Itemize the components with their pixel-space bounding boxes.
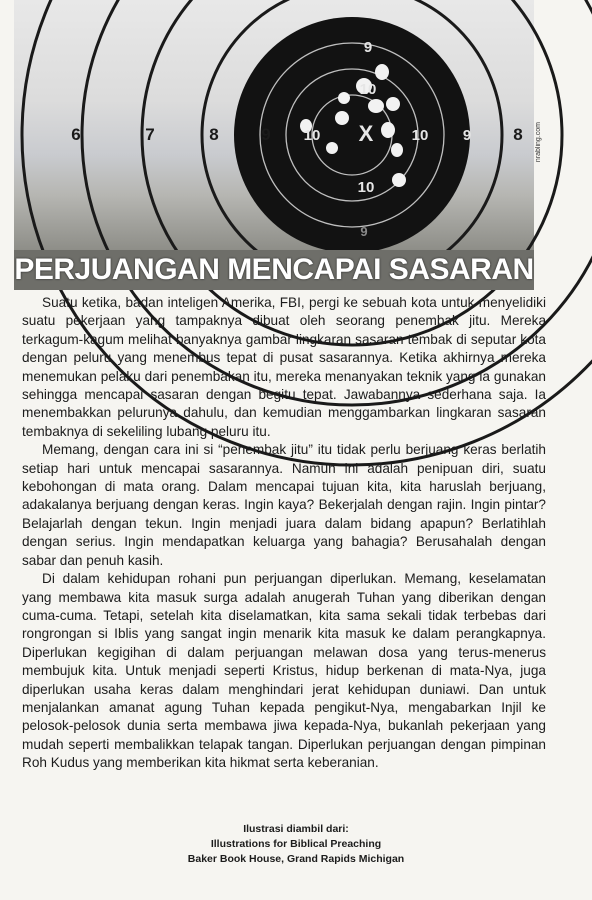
- ring-number: 9: [360, 224, 368, 239]
- credit-line: Ilustrasi diambil dari:: [243, 823, 349, 835]
- ring-number: 6: [71, 125, 81, 144]
- bullet-hole: [338, 92, 350, 104]
- credit-line: Illustrations for Biblical Preaching: [210, 838, 382, 850]
- ring-number: 7: [145, 125, 155, 144]
- paragraph: Memang, dengan cara ini si “penembak jitu” itu tidak perlu berjuang keras berlatih setiap hari untuk mencapai sasarannya. Namun ini adalah penipuan diri, suatu kebohongan di mata orang. Dalam mencapai tujuan kita, kita haruslah berjuang, adakalanya berjuang dengan keras. Ingin kaya? Bekerjalah dengan rajin. Ingin pintar? Belajarlah dengan tekun. Ingin menjadi juara dalam bidang apapun? Berlatihlah dengan serius. Ingin mendapatkan keluarga yang bahagia? Berusahalah dengan sabar dan penuh kasih.: [22, 442, 546, 568]
- ring-number: 10: [359, 81, 377, 98]
- bullet-hole: [392, 173, 406, 187]
- article-body: [22, 294, 546, 773]
- bullet-hole: [368, 99, 384, 113]
- ring-number: 10: [357, 179, 375, 196]
- bullet-hole: [386, 97, 400, 111]
- ring-number: 10: [411, 127, 429, 144]
- article-title: PERJUANGAN MENCAPAI SASARAN: [14, 250, 534, 290]
- credit-line: Baker Book House, Grand Rapids Michigan: [187, 853, 405, 865]
- source-credit: [0, 822, 592, 867]
- ring-number: 9: [462, 127, 472, 144]
- bullet-hole: [391, 143, 403, 157]
- target-illustration: [14, 0, 542, 250]
- bullet-hole: [326, 142, 338, 154]
- ring-number: 10: [303, 127, 321, 144]
- ring-number: 9: [363, 39, 373, 56]
- bullet-hole: [335, 111, 349, 125]
- bullet-hole: [381, 122, 395, 138]
- ring-number: 9: [261, 125, 271, 144]
- ring-number: 8: [209, 125, 219, 144]
- paragraph: Suatu ketika, badan inteligen Amerika, FBI, pergi ke sebuah kota untuk menyelidiki suatu pekerjaan yang tampaknya dibuat oleh seorang penembak jitu. Mereka terkagum-kagum melihat banyaknya gambar lingkaran sasaran tembak di seputar kota dengan peluru yang menembus tepat di pusat sasarannya. Ketika akhirnya mereka menemukan pelaku dari penembakan itu, mereka menanyakan teknik yang ia gunakan sehingga mencapai sasaran dengan begitu tepat. Jawabannya sederhana saja. Ia menembakkan pelurunya dahulu, dan kemudian menggambarkan lingkaran sasaran tembaknya di sekeliling lubang peluru itu.: [22, 295, 546, 439]
- bullet-hole: [375, 64, 389, 80]
- paragraph: Di dalam kehidupan rohani pun perjuangan diperlukan. Memang, keselamatan yang membawa kita masuk surga adalah anugerah Tuhan yang diberikan dengan cuma-cuma. Tetapi, setelah kita diselamatkan, kita sama sekali tidak terbebas dari rongrongan si Iblis yang sangat ingin menarik kita masuk ke dalam perangkapnya. Diperlukan kegigihan di dalam perjuangan melawan dosa yang terus-menerus membujuk kita. Untuk menjadi seperti Kristus, hidup berkenan di mata-Nya, juga diperlukan usaha keras dalam menghindari jerat kehidupan duniawi. Dan untuk menjalankan amanat agung Tuhan kepada pengikut-Nya, mengabarkan Injil ke pelosok-pelosok dunia serta membawa jiwa kepada-Nya, bukanlah pekerjaan yang mudah seperti membalikkan telapak tangan. Diperlukan perjuangan dengan pimpinan Roh Kudus yang memberikan kita hikmat serta keberanian.: [22, 571, 546, 771]
- shooting-target-graphic: [14, 0, 534, 250]
- photo-credit: nrabling.com: [535, 122, 542, 163]
- ring-number: 8: [513, 125, 523, 144]
- center-x-mark: X: [358, 121, 374, 146]
